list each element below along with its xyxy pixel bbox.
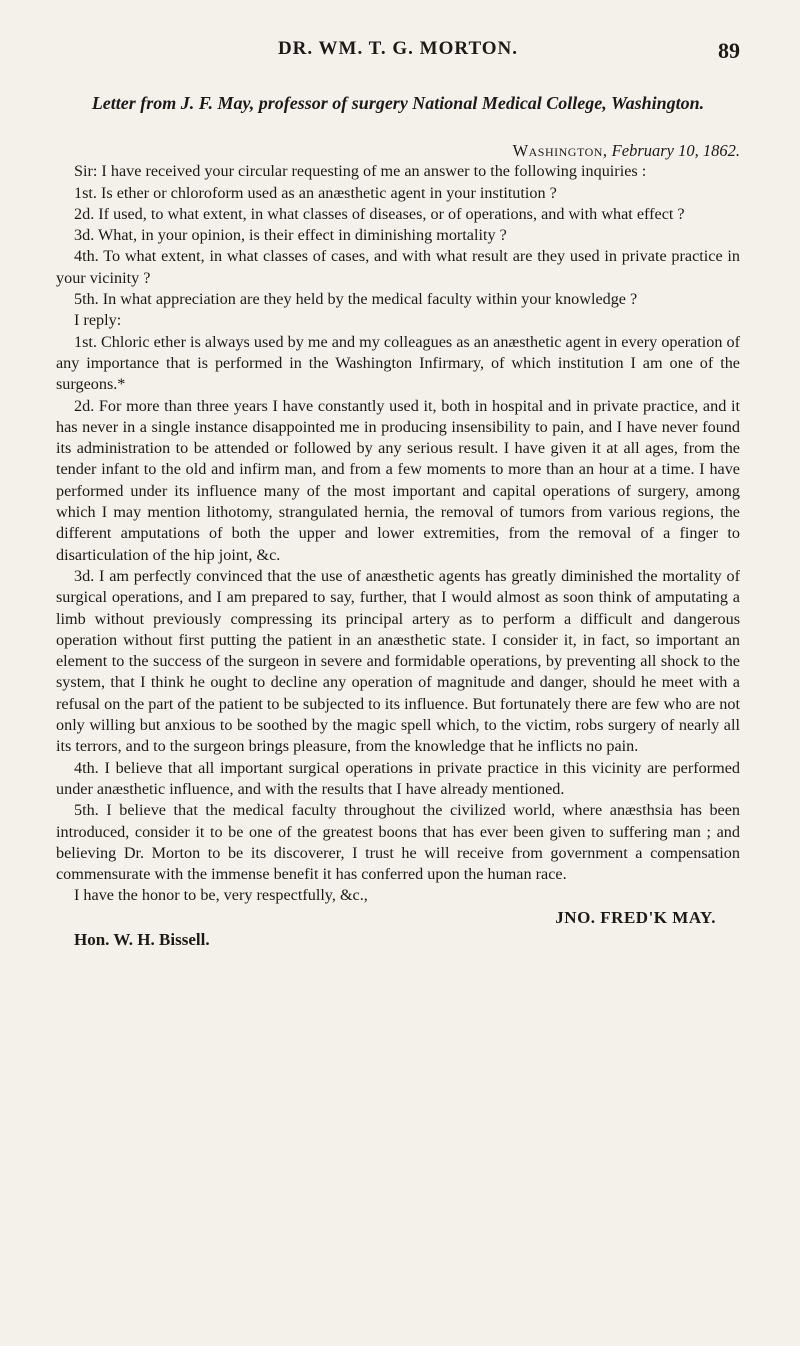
- dateline-date: February 10, 1862.: [611, 141, 740, 160]
- inquiry-4: 4th. To what extent, in what classes of cases, and with what result are they used in private practice in your vicinity ?: [56, 247, 740, 287]
- reply-1: 1st. Chloric ether is always used by me and my colleagues as an anæsthetic agent in every operation of any importance that is performed in the Washington Infirmary, of which institution I am one of the surgeons.*: [56, 332, 740, 394]
- reply-2: 2d. For more than three years I have constantly used it, both in hospital and in private practice, and it has never in a single instance disappointed me in producing insensibility to pain, and I have never found its administration to be attended or followed by any serious result. I have given it at all ages, from the tender infant to the old and infirm man, and from a few moments to more than an hour at a time. I have performed under its influence many of the most important and capital operations of surgery, among which I may mention lithotomy, strangulated hernia, the removal of tumors from various regions, the different amputations of both the upper and lower extremities, from the removal of a finger to disarticulation of the hip joint, &c.: [56, 396, 740, 564]
- page-number: 89: [718, 38, 740, 63]
- signature-block: [56, 907, 740, 951]
- reply-3: 3d. I am perfectly convinced that the use of anæsthetic agents has greatly diminished the mortality of surgical operations, and I am prepared to say, further, that I would almost as soon think of amputating a limb without previously compressing its principal artery as to perform a difficult and dangerous operation without first putting the patient in an anæsthetic state. I consider it, in fact, so important an element to the success of the surgeon in severe and formidable operations, by preventing all shock to the system, that I think he ought to decline any operation of magnitude and danger, should he meet with a refusal on the part of the patient to be subjected to its influence. But fortunately there are few who are not only willing but anxious to be soothed by the magic spell which, to the victim, robs surgery of nearly all its terrors, and to the surgeon brings pleasure, from the knowledge that he inflicts no pain.: [56, 566, 740, 756]
- reply-5: 5th. I believe that the medical faculty throughout the civilized world, where anæsthsia has been introduced, consider it to be one of the greatest boons that has ever been given to suffering man ; and believing Dr. Morton to be its discoverer, I trust he will receive from government a compensation commensurate with the immense benefit it has conferred upon the human race.: [56, 801, 740, 884]
- running-head: [56, 38, 740, 64]
- dateline: [56, 140, 740, 161]
- letter-body: [56, 140, 740, 951]
- reply-intro: I reply:: [74, 311, 122, 330]
- dateline-place: Washington,: [512, 141, 608, 160]
- closing-line: I have the honor to be, very respectfully, &c.,: [74, 886, 368, 905]
- inquiry-2: 2d. If used, to what extent, in what classes of diseases, or of operations, and with what effect ?: [74, 204, 685, 223]
- reply-4: 4th. I believe that all important surgical operations in private practice in this vicinity are performed under anæsthetic influence, and with the results that I have already mentioned.: [56, 758, 740, 798]
- salutation-paragraph: Sir: I have received your circular requesting of me an answer to the following inquiries :: [74, 162, 647, 181]
- running-head-title: DR. WM. T. G. MORTON.: [277, 38, 519, 59]
- inquiry-5: 5th. In what appreciation are they held by the medical faculty within your knowledge ?: [74, 290, 638, 309]
- inquiry-3: 3d. What, in your opinion, is their effect in diminishing mortality ?: [74, 226, 507, 245]
- signature: JNO. FRED'K MAY.: [555, 907, 716, 927]
- addressee: Hon. W. H. Bissell.: [74, 929, 210, 949]
- inquiry-1: 1st. Is ether or chloroform used as an anæsthetic agent in your institution ?: [74, 183, 557, 202]
- letter-heading: Letter from J. F. May, professor of surgery National Medical College, Washington.: [91, 93, 705, 113]
